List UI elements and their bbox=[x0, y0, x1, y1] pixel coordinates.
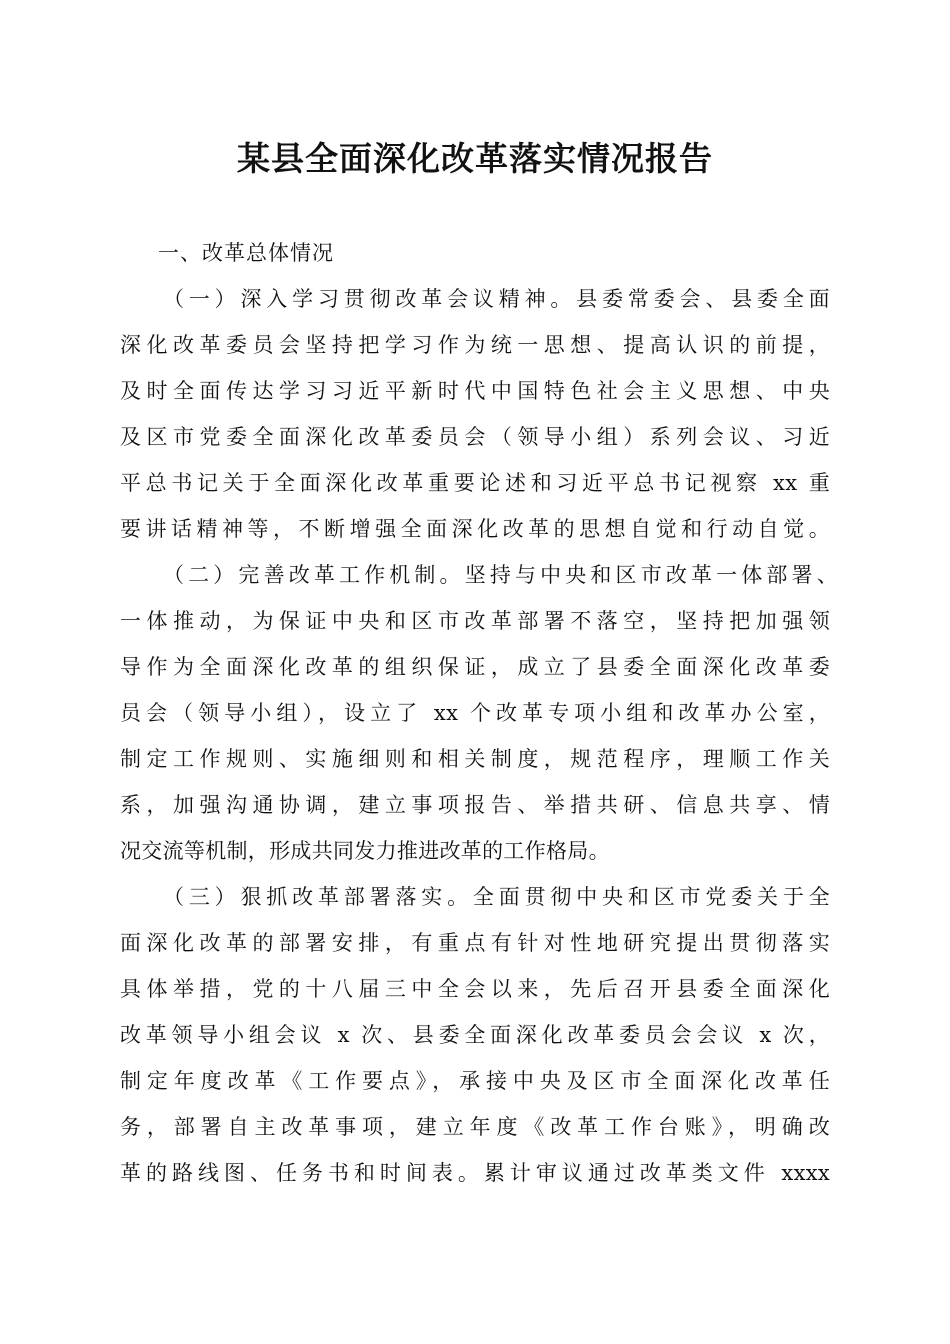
paragraph-line: 革的路线图、任务书和时间表。累计审议通过改革类文件 xxxx bbox=[120, 1161, 830, 1185]
paragraph-line: 要讲话精神等，不断增强全面深化改革的思想自觉和行动自觉。 bbox=[120, 517, 830, 541]
paragraph-line: 面深化改革的部署安排，有重点有针对性地研究提出贯彻落实 bbox=[120, 931, 830, 955]
paragraph-line: 平总书记关于全面深化改革重要论述和习近平总书记视察 xx 重 bbox=[120, 471, 830, 495]
paragraph-line: 一体推动，为保证中央和区市改革部署不落空，坚持把加强领 bbox=[120, 609, 830, 633]
section-heading: 一、改革总体情况 bbox=[158, 241, 334, 265]
document-title: 某县全面深化改革落实情况报告 bbox=[237, 139, 713, 178]
paragraph-line: （二）完善改革工作机制。坚持与中央和区市改革一体部署、 bbox=[163, 563, 838, 587]
paragraph-line: 具体举措，党的十八届三中全会以来，先后召开县委全面深化 bbox=[120, 977, 830, 1001]
paragraph-line: 深化改革委员会坚持把学习作为统一思想、提高认识的前提， bbox=[120, 333, 830, 357]
paragraph-line: 改革领导小组会议 x 次、县委全面深化改革委员会会议 x 次， bbox=[120, 1023, 830, 1047]
paragraph-line: 及时全面传达学习习近平新时代中国特色社会主义思想、中央 bbox=[120, 379, 830, 403]
paragraph-line: 系，加强沟通协调，建立事项报告、举措共研、信息共享、情 bbox=[120, 793, 830, 817]
paragraph-line: （三）狠抓改革部署落实。全面贯彻中央和区市党委关于全 bbox=[163, 885, 830, 909]
paragraph-line: 导作为全面深化改革的组织保证，成立了县委全面深化改革委 bbox=[120, 655, 830, 679]
paragraph-line: 员会（领导小组），设立了 xx 个改革专项小组和改革办公室， bbox=[120, 701, 830, 725]
paragraph-line: 况交流等机制，形成共同发力推进改革的工作格局。 bbox=[120, 839, 610, 863]
paragraph-line: 及区市党委全面深化改革委员会（领导小组）系列会议、习近 bbox=[120, 425, 830, 449]
paragraph-line: 务，部署自主改革事项，建立年度《改革工作台账》，明确改 bbox=[120, 1115, 830, 1139]
paragraph-line: 制定年度改革《工作要点》，承接中央及区市全面深化改革任 bbox=[120, 1069, 830, 1093]
paragraph-line: 制定工作规则、实施细则和相关制度，规范程序，理顺工作关 bbox=[120, 747, 830, 771]
paragraph-line: （一）深入学习贯彻改革会议精神。县委常委会、县委全面 bbox=[163, 287, 830, 311]
